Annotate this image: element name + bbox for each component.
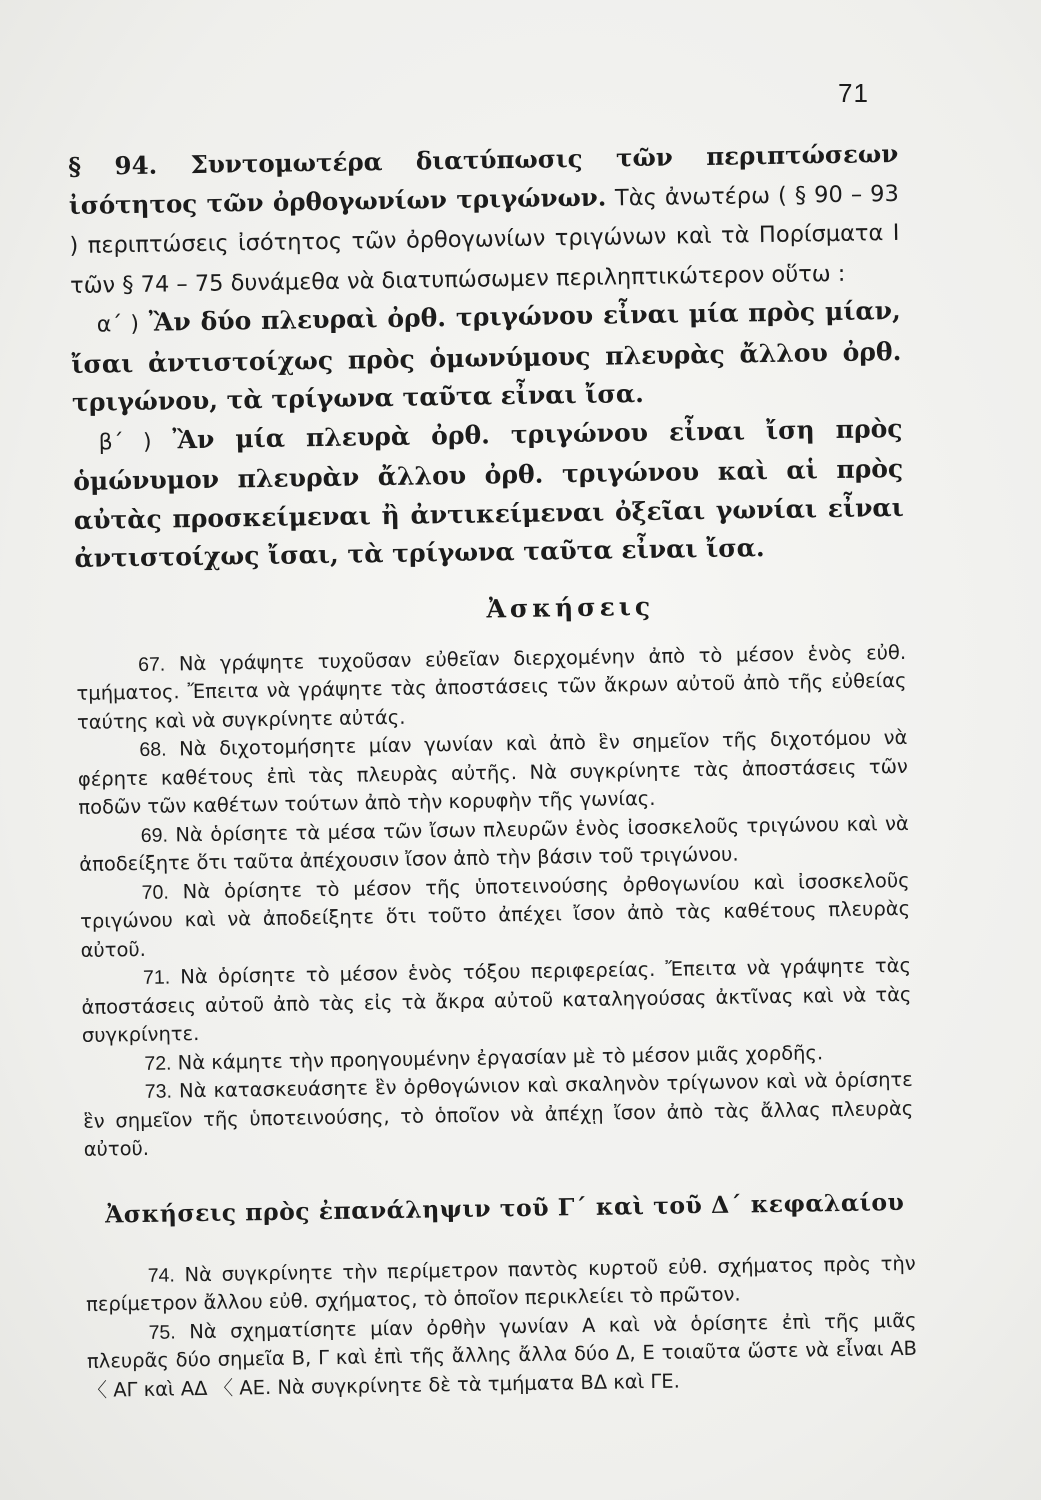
case-alpha-marker: α΄ ) [96, 311, 140, 338]
exercise-text: Νὰ ὁρίσητε τὰ μέσα τῶν ἴσων πλευρῶν ἑνὸς ἰσοσκελοῦς τριγώνου καὶ νὰ ἀποδείξητε ὅτι ταῦτα ἀπέχουσιν ἴσον ἀπὸ τὴν βάσιν τοῦ τριγώνου. [79, 811, 909, 876]
review-title: Ἀσκήσεις πρὸς ἐπανάληψιν τοῦ Γ΄ καὶ τοῦ Δ΄ κεφαλαίου [104, 1187, 905, 1229]
exercise-text: Νὰ σχηματίσητε μίαν ὀρθὴν γωνίαν Α καὶ νὰ ὁρίσητε ἐπὶ τῆς μιᾶς πλευρᾶς δύο σημεῖα Β, Γ καὶ ἐπὶ τῆς ἄλλης ἄλλα δύο Δ, Ε τοιαῦτα ὥστε νὰ εἶναι ΑΒ 〈 ΑΓ καὶ ΑΔ 〈 ΑΕ. Νὰ συγκρίνητε δὲ τὰ τμήματα ΒΔ καὶ ΓΕ. [86, 1308, 918, 1402]
section-94-heading: § 94. Συντομωτέρα διατύπωσις τῶν περιπτώσεων ἰσότητος τῶν ὀρθογωνίων τριγώνων. [68, 138, 899, 220]
exercise-number: 74. [147, 1263, 175, 1287]
exercise-text: Νὰ συγκρίνητε τὴν περίμετρον παντὸς κυρτοῦ εὐθ. σχήματος πρὸς τὴν περίμετρον ἄλλου εὐθ. σχήματος, τὸ ὁποῖον περικλείει τὸ πρῶτον. [85, 1251, 916, 1316]
case-beta-text: Ἂν μία πλευρὰ ὀρθ. τριγώνου εἶναι ἴση πρὸς ὁμώνυμον πλευρὰν ἄλλου ὀρθ. τριγώνου καὶ αἱ πρὸς αὐτὰς προσκείμεναι ἢ ἀντικείμεναι ὀξεῖαι γωνίαι εἶναι ἀντιστοίχως ἴσαι, τὰ τρίγωνα ταῦτα εἶναι ἴσα. [73, 413, 904, 573]
exercise-text: Νὰ κατασκευάσητε ἓν ὀρθογώνιον καὶ σκαληνὸν τρίγωνον καὶ νὰ ὁρίσητε ἓν σημεῖον τῆς ὑποτεινούσης, τὸ ὁποῖον νὰ ἀπέχῃ ἴσον ἀπὸ τὰς ἄλλας πλευρὰς αὐτοῦ. [83, 1067, 914, 1161]
exercise-text: Νὰ ὁρίσητε τὸ μέσον τῆς ὑποτεινούσης ὀρθογωνίου καὶ ἰσοσκελοῦς τριγώνου καὶ νὰ ἀποδείξητε ὅτι τοῦτο ἀπέχει ἴσον ἀπὸ τὰς καθέτους πλευρὰς αὐτοῦ. [79, 868, 911, 962]
exercise-number: 73. [144, 1080, 173, 1103]
exercises-title: Ἀσκήσεις [486, 591, 655, 623]
exercise-73 [83, 1066, 914, 1165]
exercise-70 [79, 866, 910, 965]
case-alpha [70, 292, 902, 423]
exercise-number: 67. [137, 653, 166, 676]
section-94-body: Τὰς ἀνωτέρω ( § 90 – 93 ) περιπτώσεις ἰσότητος τῶν ὀρθογωνίων τριγώνων καὶ τὰ Πορίσματα Ι τῶν § 74 – 75 δυνάμεθα νὰ διατυπώσωμεν περιληπτικώτερον οὕτω : [69, 180, 900, 299]
exercise-number: 71. [142, 966, 171, 989]
review-exercises-list [86, 1249, 918, 1405]
exercise-text: Νὰ γράψητε τυχοῦσαν εὐθεῖαν διερχομένην ἀπὸ τὸ μέσον ἑνὸς εὐθ. τμήματος. Ἔπειτα νὰ γράψητε τὰς ἀποστάσεις τῶν ἄκρων αὐτοῦ ἀπὸ τῆς εὐθείας ταύτης καὶ νὰ συγκρίνητε αὐτάς. [76, 640, 907, 734]
case-alpha-text: Ἂν δύο πλευραὶ ὀρθ. τριγώνου εἶναι μία πρὸς μίαν, ἴσαι ἀντιστοίχως πρὸς ὁμωνύμους πλευρὰς ἄλλου ὀρθ. τριγώνου, τὰ τρίγωνα ταῦτα εἶναι ἴσα. [71, 295, 902, 417]
exercise-67 [76, 638, 907, 737]
exercise-text: Νὰ διχοτομήσητε μίαν γωνίαν καὶ ἀπὸ ἓν σημεῖον τῆς διχοτόμου νὰ φέρητε καθέτους ἐπὶ τὰς πλευρὰς αὐτῆς. Νὰ συγκρίνητε τὰς ἀποστάσεις τῶν ποδῶν τῶν καθέτων τούτων ἀπὸ τὴν κορυφὴν τῆς γωνίας. [77, 725, 908, 819]
exercise-68 [77, 724, 908, 823]
exercise-number: 70. [141, 881, 169, 904]
exercise-text: Νὰ ὁρίσητε τὸ μέσον ἑνὸς τόξου περιφερείας. Ἔπειτα νὰ γράψητε τὰς ἀποστάσεις αὐτοῦ ἀπὸ τὰς εἰς τὰ ἄκρα αὐτοῦ καταληγούσας ἀκτῖνας καὶ νὰ τὰς συγκρίνητε. [81, 953, 912, 1047]
page-number: 71 [838, 78, 869, 108]
case-beta [72, 409, 904, 578]
exercise-71 [81, 952, 912, 1051]
case-beta-marker: β΄ ) [98, 429, 152, 456]
exercise-number: 75. [148, 1320, 176, 1344]
exercise-number: 69. [140, 824, 169, 847]
exercise-text: Νὰ κάμητε τὴν προηγουμένην ἐργασίαν μὲ τὸ μέσον μιᾶς χορδῆς. [177, 1040, 824, 1074]
page-content [68, 135, 918, 1405]
exercise-number: 68. [139, 738, 167, 761]
exercises-list [76, 638, 914, 1164]
exercise-75 [86, 1306, 917, 1405]
exercise-number: 72. [144, 1051, 172, 1075]
section-94 [68, 135, 900, 305]
